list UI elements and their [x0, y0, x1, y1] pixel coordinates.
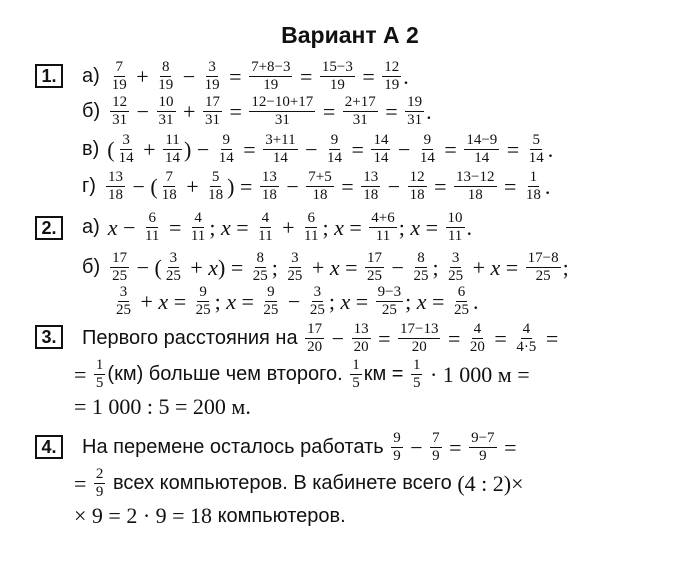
fraction: $\frac{6}{11}$ [144, 210, 160, 244]
fraction: $\frac{7+8-3}{19}$ [251, 59, 291, 93]
problem-3-line-1 [82, 322, 558, 355]
fraction: $\frac{6}{25}$ [453, 284, 469, 318]
fraction: $\frac{15-3}{19}$ [321, 59, 353, 93]
math-text: + [135, 288, 159, 314]
fraction: $\frac{12}{31}$ [112, 94, 128, 128]
math-text: + [467, 254, 491, 280]
math-text: = [488, 325, 513, 351]
item-label: г) [82, 175, 96, 197]
math-text: ; [322, 214, 335, 240]
fraction: $\frac{9-7}{9}$ [471, 430, 495, 464]
math-text: = [317, 98, 341, 124]
problem-4-line-3 [74, 503, 346, 529]
fraction: $\frac{7}{18}$ [161, 169, 177, 203]
fraction: $\frac{13}{20}$ [353, 321, 369, 355]
math-text: − [299, 136, 324, 162]
math-text: . [547, 136, 554, 162]
math-text: = [74, 470, 92, 496]
math-text: = [372, 325, 396, 351]
fraction: $\frac{9}{25}$ [263, 284, 279, 318]
fraction: $\frac{9}{14}$ [327, 132, 343, 166]
fraction: $\frac{8}{25}$ [252, 250, 268, 284]
math-text: = [343, 214, 368, 240]
math-text: − [404, 434, 429, 460]
math-text: · 1 000 м = [424, 361, 530, 387]
fraction: $\frac{3}{25}$ [116, 284, 131, 318]
problem-2-line-a [82, 211, 472, 244]
math-text: x [329, 254, 340, 280]
math-text: + [306, 254, 330, 280]
math-text: = [356, 63, 381, 89]
math-text: = [74, 361, 92, 387]
math-text: − ( [131, 254, 162, 280]
solution-text: Первого расстояния на [82, 327, 304, 349]
math-text: − [392, 136, 416, 162]
fraction: $\frac{1}{18}$ [525, 169, 541, 203]
problem-number-3: 3. [35, 325, 63, 349]
math-text: + [180, 173, 205, 199]
math-text: ; [209, 214, 221, 240]
math-text: = [339, 254, 364, 280]
math-text: ; [432, 254, 445, 280]
fraction: $\frac{6}{11}$ [304, 210, 319, 244]
solution-text: (км) больше чем второго. [107, 363, 349, 385]
math-text: = [223, 98, 248, 124]
fraction: $\frac{4}{11}$ [190, 210, 206, 244]
problem-number-2: 2. [35, 216, 63, 240]
fraction: $\frac{3+11}{14}$ [265, 132, 296, 166]
problem-2-line-b-cont [112, 285, 478, 318]
fraction: $\frac{11}{14}$ [165, 132, 181, 166]
solution-text: компьютеров. [217, 504, 346, 527]
math-text: = [168, 288, 192, 314]
fraction: $\frac{3}{25}$ [448, 250, 464, 284]
problem-4-line-2 [74, 467, 524, 500]
math-text: + [177, 98, 201, 124]
math-text: (4 : 2)× [457, 470, 524, 496]
math-text: = [426, 288, 450, 314]
fraction: $\frac{7}{9}$ [432, 430, 440, 464]
fraction: $\frac{17}{31}$ [204, 94, 220, 128]
fraction: $\frac{9}{14}$ [419, 132, 435, 166]
fraction: $\frac{12-10+17}{31}$ [251, 94, 314, 128]
solution-text: На перемене осталось работать [82, 436, 390, 458]
math-text: = [420, 214, 444, 240]
fraction: $\frac{13}{18}$ [363, 169, 379, 203]
math-text: = [236, 288, 260, 314]
math-text: − [117, 214, 141, 240]
fraction: $\frac{7+5}{18}$ [308, 169, 332, 203]
math-text: x [490, 254, 501, 280]
fraction: $\frac{3}{14}$ [118, 132, 134, 166]
math-text: − [282, 288, 306, 314]
fraction: $\frac{10}{31}$ [158, 94, 174, 128]
math-text: ) [227, 173, 235, 199]
math-text: − [131, 98, 155, 124]
item-label: б) [82, 256, 101, 278]
item-label: а) [82, 65, 100, 87]
problem-number-4: 4. [35, 435, 63, 459]
math-text: ; [405, 288, 417, 314]
fraction: $\frac{14}{14}$ [373, 132, 389, 166]
math-text: = [163, 214, 187, 240]
math-text: x [220, 214, 231, 240]
math-text: = [498, 434, 517, 460]
fraction: $\frac{2+17}{31}$ [344, 94, 376, 128]
fraction: $\frac{12}{18}$ [409, 169, 425, 203]
math-text: . [403, 63, 409, 89]
math-text: = [335, 173, 360, 199]
math-text: = [428, 173, 453, 199]
problem-1-line-a [82, 60, 409, 93]
fraction: $\frac{9}{9}$ [393, 430, 401, 464]
math-text: = [379, 98, 404, 124]
fraction: $\frac{1}{5}$ [352, 357, 360, 391]
fraction: $\frac{4}{20}$ [469, 321, 485, 355]
math-text: . [544, 173, 551, 199]
math-text: ( [107, 136, 115, 162]
item-label: а) [82, 216, 100, 238]
fraction: $\frac{17}{20}$ [307, 321, 323, 355]
math-text: ; [328, 288, 341, 314]
fraction: $\frac{17-13}{20}$ [400, 321, 439, 355]
math-text: + [130, 63, 155, 89]
math-text: − [326, 325, 350, 351]
math-text: . [426, 98, 432, 124]
math-text: = [234, 173, 258, 199]
math-text: ; [214, 288, 227, 314]
page-title: Вариант А 2 [281, 22, 419, 48]
math-text: x [226, 288, 236, 314]
math-text: − [191, 136, 215, 162]
fraction: $\frac{9}{14}$ [218, 132, 234, 166]
problem-4-line-1 [82, 431, 516, 464]
fraction: $\frac{1}{5}$ [412, 357, 421, 391]
math-text: = [540, 325, 559, 351]
fraction: $\frac{12}{19}$ [384, 59, 400, 93]
problem-number-1: 1. [35, 64, 63, 88]
fraction: $\frac{17}{25}$ [112, 250, 128, 284]
fraction: $\frac{3}{25}$ [287, 250, 303, 284]
math-text: ) = [218, 254, 249, 280]
fraction: $\frac{3}{25}$ [165, 250, 181, 284]
math-text: − [386, 254, 410, 280]
math-text: = [442, 325, 466, 351]
fraction: $\frac{5}{14}$ [528, 132, 544, 166]
math-text: ) [184, 136, 192, 162]
fraction: $\frac{17-8}{25}$ [527, 250, 559, 284]
fraction: $\frac{13-12}{18}$ [456, 169, 495, 203]
math-text: x [340, 288, 351, 314]
math-text: − [177, 63, 201, 89]
math-text: = [237, 136, 262, 162]
item-label: в) [82, 138, 100, 160]
math-text: x [208, 254, 219, 280]
fraction: $\frac{9}{25}$ [195, 284, 211, 318]
fraction: $\frac{14-9}{14}$ [466, 132, 498, 166]
math-text: = [346, 136, 370, 162]
math-text: − ( [126, 173, 158, 199]
math-text: x [158, 288, 169, 314]
problem-3-line-2 [74, 358, 530, 391]
fraction: $\frac{2}{9}$ [95, 466, 104, 500]
math-text: − [280, 173, 305, 199]
math-text: x [410, 214, 421, 240]
math-text: ; [562, 254, 569, 280]
problem-3-line-3 [74, 394, 251, 420]
fraction: $\frac{13}{18}$ [261, 169, 277, 203]
math-text: + [184, 254, 209, 280]
fraction: $\frac{4}{4\cdot 5}$ [516, 321, 537, 355]
math-text: . [472, 288, 479, 314]
fraction: $\frac{4+6}{11}$ [371, 210, 395, 244]
math-text: + [276, 214, 300, 240]
fraction: $\frac{5}{18}$ [208, 169, 224, 203]
math-text: = [501, 136, 525, 162]
math-text: = 1 000 : 5 = 200 м. [74, 394, 251, 419]
math-text: ; [271, 254, 284, 280]
math-text: x [334, 214, 344, 240]
math-text: = [294, 63, 318, 89]
fraction: $\frac{4}{11}$ [258, 210, 273, 244]
fraction: $\frac{8}{25}$ [413, 250, 429, 284]
fraction: $\frac{7}{19}$ [111, 59, 127, 93]
math-text: x [416, 288, 427, 314]
fraction: $\frac{3}{19}$ [204, 59, 220, 93]
math-text: − [382, 173, 406, 199]
math-text: = [223, 63, 248, 89]
math-text: = [500, 254, 524, 280]
fraction: $\frac{9-3}{25}$ [377, 284, 402, 318]
fraction: $\frac{8}{19}$ [158, 59, 174, 93]
problem-1-line-v [82, 133, 553, 166]
math-text: + [137, 136, 162, 162]
math-text: = [443, 434, 468, 460]
item-label: б) [82, 100, 101, 122]
math-text: ; [398, 214, 411, 240]
math-text: x [107, 214, 118, 240]
solution-text: км = [363, 363, 409, 385]
fraction: $\frac{17}{25}$ [367, 250, 383, 284]
fraction: $\frac{13}{18}$ [107, 169, 123, 203]
problem-2-line-b [82, 251, 569, 284]
fraction: $\frac{3}{25}$ [309, 284, 325, 318]
fraction: $\frac{19}{31}$ [407, 94, 423, 128]
fraction: $\frac{10}{11}$ [447, 210, 463, 244]
problem-1-line-g [82, 170, 550, 203]
math-text: = [498, 173, 522, 199]
fraction: $\frac{1}{5}$ [95, 357, 104, 391]
math-text: × 9 = 2 · 9 = 18 [74, 503, 218, 528]
math-text: = [350, 288, 374, 314]
math-text: = [438, 136, 463, 162]
solution-text: всех компьютеров. В кабинете всего [107, 472, 458, 494]
problem-1-line-b [82, 95, 432, 128]
math-text: . [466, 214, 473, 240]
math-text: = [230, 214, 255, 240]
